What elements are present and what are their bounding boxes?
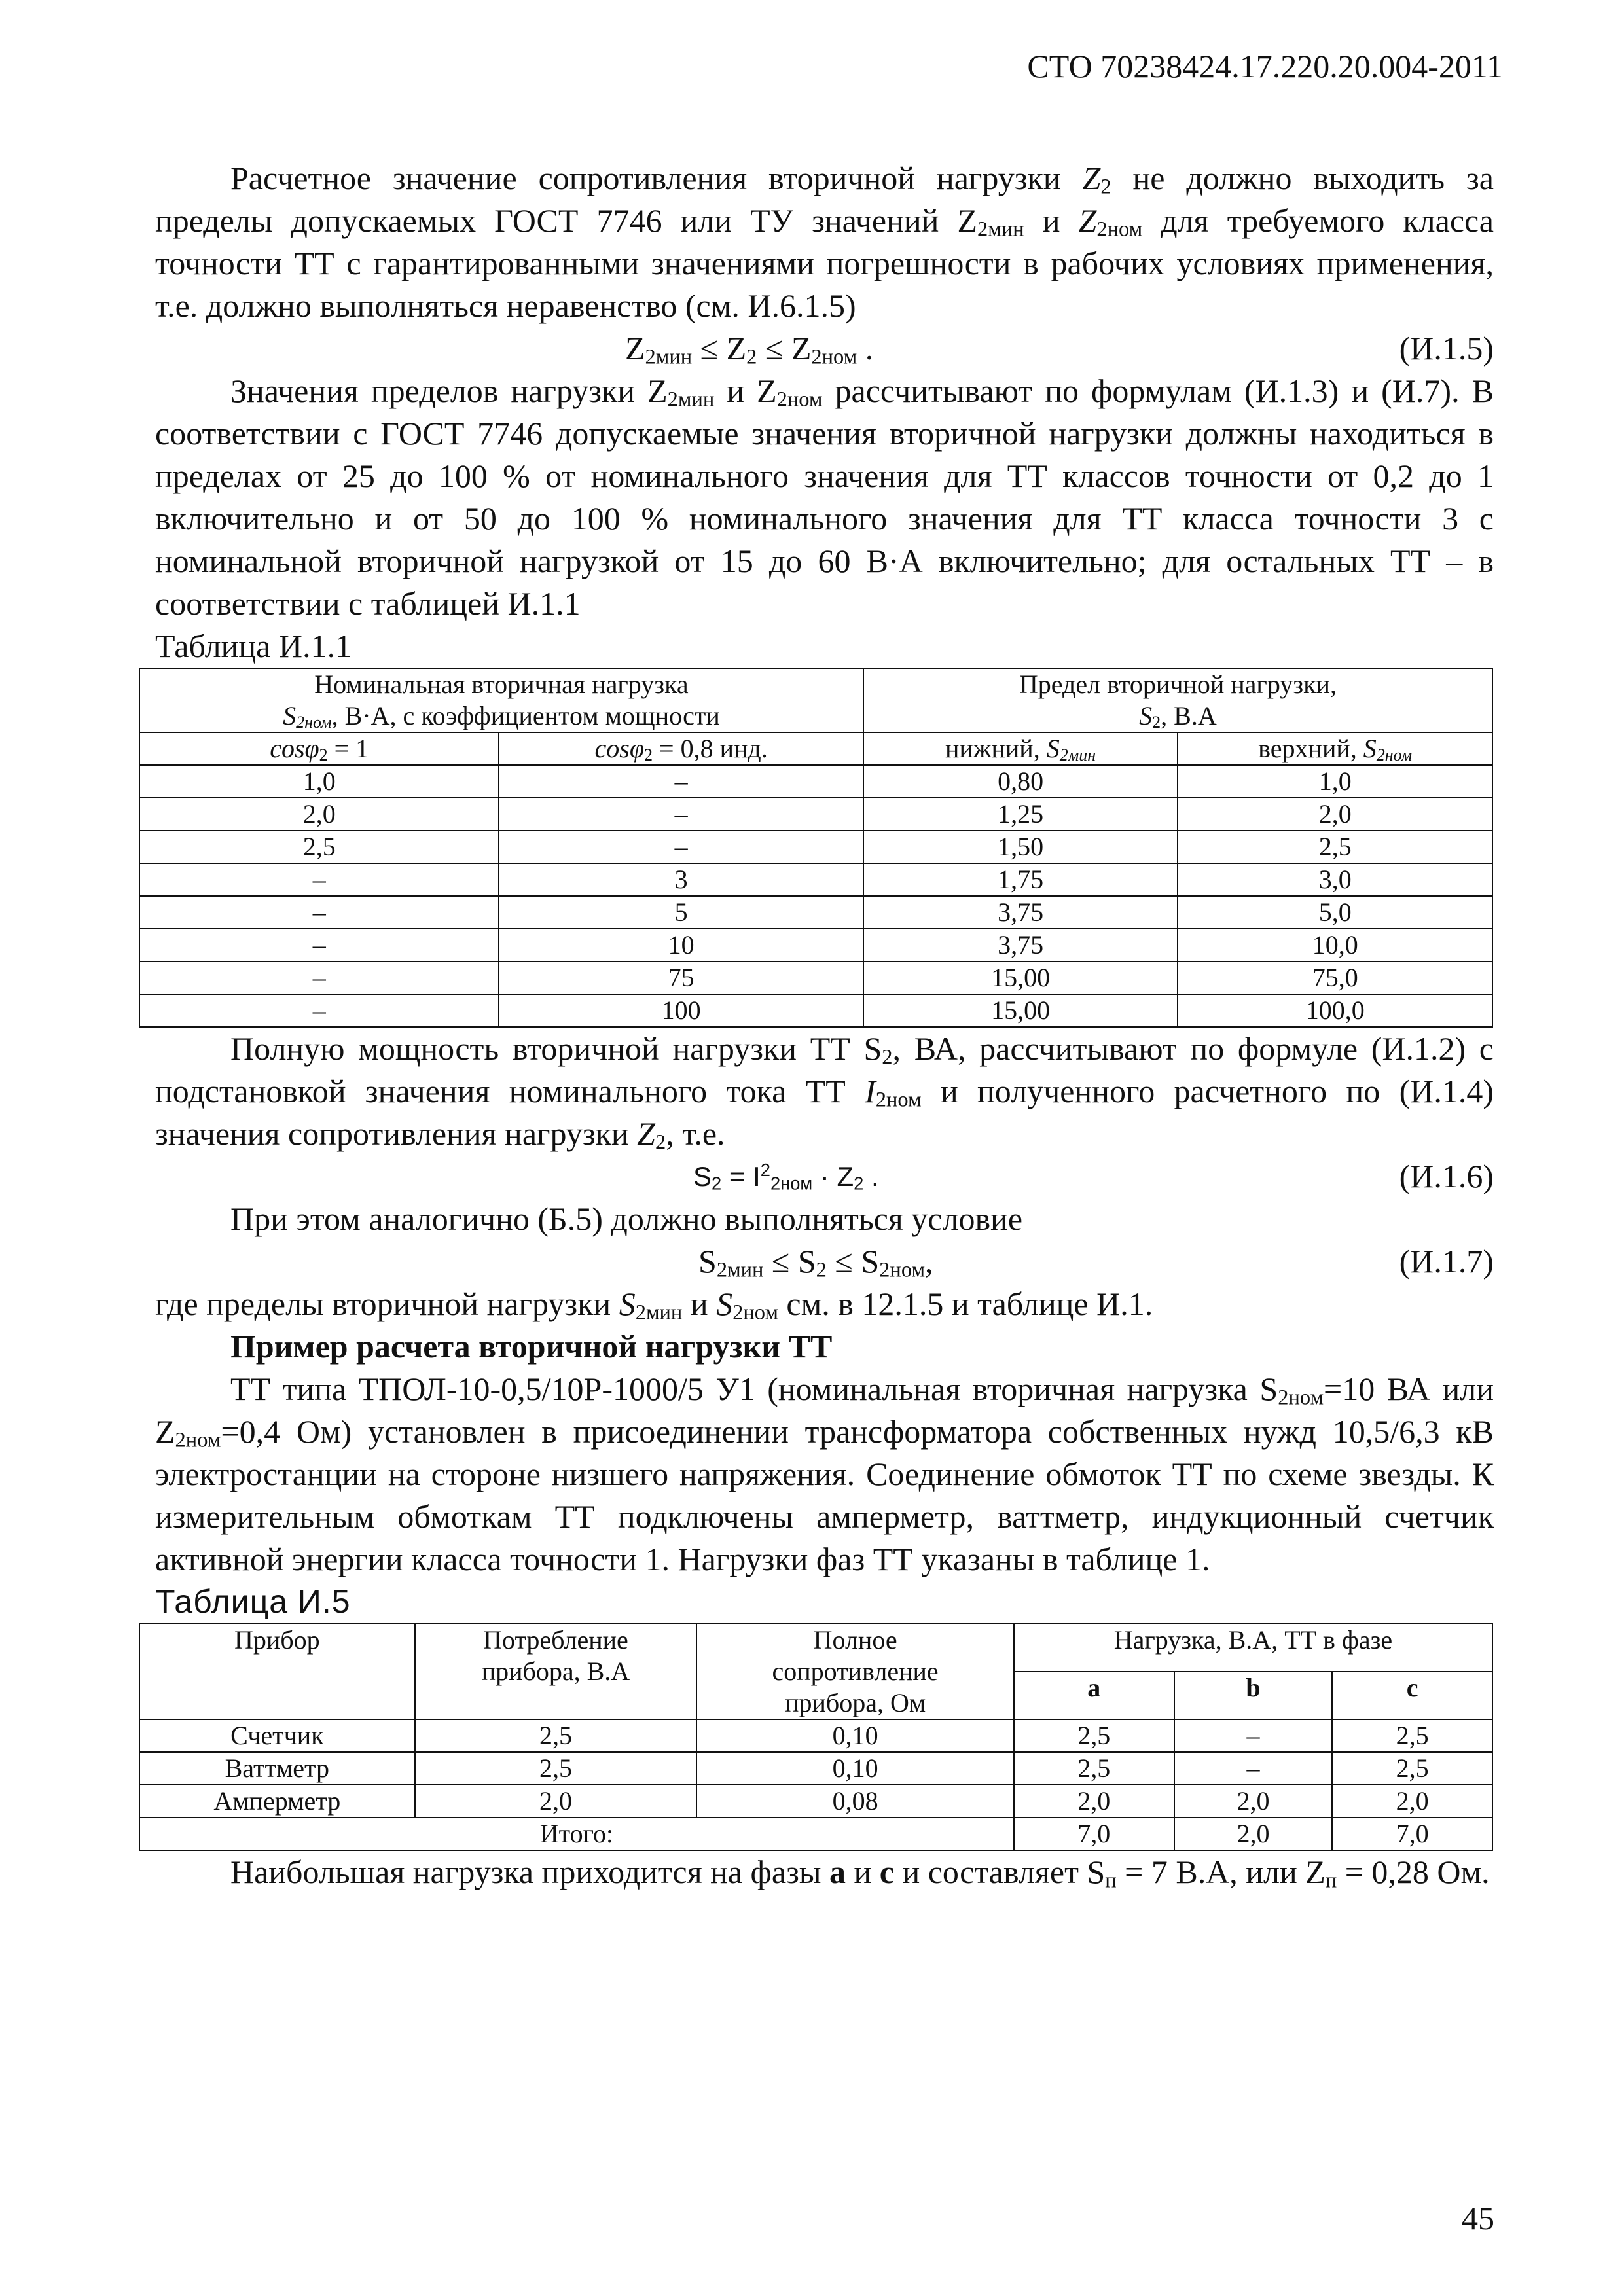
paragraph-condition: При этом аналогично (Б.5) должно выполняться условие bbox=[230, 1200, 1023, 1237]
paragraph-limits-reference: где пределы вторичной нагрузки $S_{2мин}$ и $S_{2ном}$ см. в 12.1.5 и таблице И.1. bbox=[155, 1285, 1153, 1325]
page-number: 45 bbox=[1462, 2200, 1494, 2236]
table-header-row bbox=[139, 1624, 1492, 1672]
table-secondary-load-limits bbox=[139, 668, 1493, 1028]
table-row: 2,0 – 1,25 2,0 bbox=[139, 798, 1492, 831]
paragraph-full-power: Полную мощность вторичной нагрузки ТТ $S_2$, ВА, рассчитывают по формуле (И.1.2) с подстановкой значения номинального тока ТТ $I_{2ном}$ и полученного расчетного по (И.1.4) значения сопротивления нагрузки $Z_2$, т.е. bbox=[155, 1030, 1494, 1155]
header-device: Прибор bbox=[139, 1624, 415, 1719]
header-load-limit: Предел вторичной нагрузки, $S_2$, В.А bbox=[863, 668, 1492, 732]
header-phase-c: c bbox=[1332, 1672, 1492, 1719]
subheader-cos-1: cosφ$_2$ = 1 bbox=[139, 732, 499, 765]
table-row: – 10 3,75 10,0 bbox=[139, 929, 1492, 961]
total-label: Итого: bbox=[139, 1818, 1014, 1850]
body-text bbox=[155, 157, 1494, 1893]
table-caption: Таблица И.1.1 bbox=[155, 628, 352, 664]
formula-i-1-5-expression: $Z_{2мин} \le Z_2 \le Z_{2ном}$ . bbox=[625, 330, 874, 369]
paragraph-conclusion: Наибольшая нагрузка приходится на фазы а и с и составляет $S_п = 7$ В.А, или $Z_п = 0,28$ Ом. bbox=[230, 1854, 1490, 1893]
header-nominal-load: Номинальная вторичная нагрузка $S_{2ном}$, В·А, с коэффициентом мощности bbox=[139, 668, 863, 732]
header-resistance: Полное сопротивление прибора, Ом bbox=[696, 1624, 1014, 1719]
table-row: Счетчик 2,5 0,10 2,5 – 2,5 bbox=[139, 1719, 1492, 1752]
formula-i-1-6 bbox=[155, 1155, 1494, 1198]
header-phase-b: b bbox=[1174, 1672, 1333, 1719]
subheader-cos-08: cosφ$_2$ = 0,8 инд. bbox=[499, 732, 863, 765]
formula-number: (И.1.6) bbox=[1399, 1158, 1494, 1194]
formula-i-1-7 bbox=[155, 1240, 1494, 1283]
table-row: Амперметр 2,0 0,08 2,0 2,0 2,0 bbox=[139, 1785, 1492, 1818]
formula-i-1-6-expression: $S_2 = I^2_{2ном} \cdot Z_2$ . bbox=[693, 1160, 879, 1194]
table-row: – 3 1,75 3,0 bbox=[139, 863, 1492, 896]
table-row: – 5 3,75 5,0 bbox=[139, 896, 1492, 929]
example-heading: Пример расчета вторичной нагрузки ТТ bbox=[230, 1328, 833, 1365]
table-phase-loads bbox=[139, 1623, 1493, 1851]
header-phase-load: Нагрузка, В.А, ТТ в фазе bbox=[1014, 1624, 1492, 1672]
subheader-lower: нижний, $S_{2мин}$ bbox=[863, 732, 1178, 765]
header-consumption: Потребление прибора, В.А bbox=[415, 1624, 697, 1719]
table-total-row: Итого: 7,0 2,0 7,0 bbox=[139, 1818, 1492, 1850]
paragraph-gost-limits: Значения пределов нагрузки $Z_{2мин}$ и $Z_{2ном}$ рассчитывают по формулам (И.1.3) и (И.7). В соответствии с ГОСТ 7746 допускаемые значения вторичной нагрузки должны находиться в пределах от 25 до 100 % от номинального значения для ТТ классов точности от 0,2 до 1 включительно и от 50 до 100 % номинального значения для ТТ класса точности 3 с номинальной вторичной нагрузкой от 15 до 60 В·А включительно; для остальных ТТ – в соответствии с таблицей И.1.1 bbox=[155, 372, 1494, 622]
formula-i-1-5 bbox=[155, 327, 1494, 370]
formula-i-1-7-expression: $S_{2мин} \le S_2 \le S_{2ном}$, bbox=[698, 1243, 933, 1282]
table-row: 1,0 – 0,80 1,0 bbox=[139, 765, 1492, 798]
formula-number: (И.1.5) bbox=[1399, 330, 1494, 367]
document-code: СТО 70238424.17.220.20.004-2011 bbox=[1027, 48, 1503, 84]
table-row: – 75 15,00 75,0 bbox=[139, 961, 1492, 994]
paragraph-secondary-load-limits: Расчетное значение сопротивления вторичной нагрузки $Z_2$ не должно выходить за пределы допускаемых ГОСТ 7746 или ТУ значений $Z_{2мин}$ и $Z_{2ном}$ для требуемого класса точности ТТ с гарантированными значениями погрешности в рабочих условиях применения, т.е. должно выполняться неравенство (см. И.6.1.5) bbox=[155, 160, 1494, 324]
table-row: 2,5 – 1,50 2,5 bbox=[139, 831, 1492, 863]
formula-number: (И.1.7) bbox=[1399, 1243, 1494, 1280]
table-header-row bbox=[139, 668, 1492, 732]
paragraph-example: ТТ типа ТПОЛ-10-0,5/10Р-1000/5 У1 (номинальная вторичная нагрузка $S_{2ном}=10$ ВА или $Z_{2ном}=0,4$ Ом) установлен в присоединении трансформатора собственных нужд 10,5/6,3 кВ электростанции на стороне низшего напряжения. Соединение обмоток ТТ по схеме звезды. К измерительным обмоткам ТТ подключены амперметр, ваттметр, индукционный счетчик активной энергии класса точности 1. Нагрузки фаз ТТ указаны в таблице 1. bbox=[155, 1371, 1494, 1577]
table-subheader-row bbox=[139, 732, 1492, 765]
subheader-upper: верхний, $S_{2ном}$ bbox=[1178, 732, 1492, 765]
table-caption: Таблица И.5 bbox=[155, 1583, 351, 1620]
table-row: – 100 15,00 100,0 bbox=[139, 994, 1492, 1027]
header-phase-a: a bbox=[1014, 1672, 1174, 1719]
table-row: Ваттметр 2,5 0,10 2,5 – 2,5 bbox=[139, 1752, 1492, 1785]
